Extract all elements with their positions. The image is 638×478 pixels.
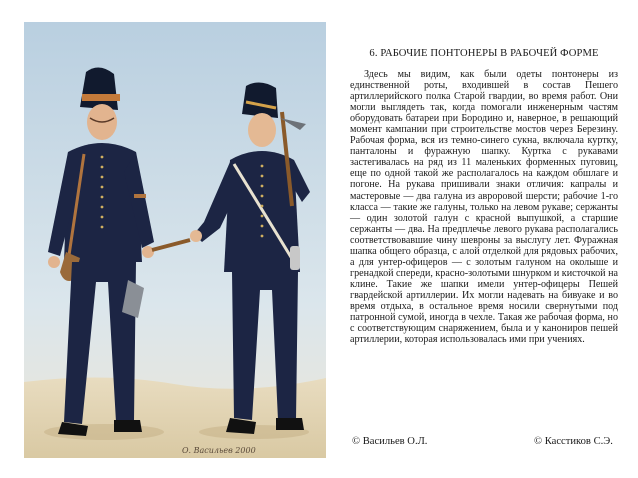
artist-signature: О. Васильев 2000: [182, 446, 256, 455]
illustrator-credit: © Васильев О.Л.: [352, 436, 428, 447]
plate-title: 6. РАБОЧИЕ ПОНТОНЕРЫ В РАБОЧЕЙ ФОРМЕ: [369, 48, 599, 59]
author-credit: © Касстиков С.Э.: [534, 436, 613, 447]
description-text: Здесь мы видим, как были одеты понтонеры из единственной роты, входившей в состав Пешего артиллерийского полка Старой гвардии, во время работ. Они могли выглядеть так, когда помогали инженерным частям оборудовать батареи при Бородино и, наверное, в решающий момент кампании при строительстве мостов через Березину. Рабочая форма, вся из темно-синего сукна, включала куртку, панталоны и фуражную шапку. Куртка с рукавами застегивалась на ряд из 11 маленьких форменных пуговиц, еще по одной такой же располагалось на каждом обшлаге и погоне. На рукава пришивали знаки отличия: капралы и мастеровые — два галуна из авроровой шерсти; рабочие 1-го класса — такие же галуны, только на левом рукаве; сержанты — один золотой галун с красной выпушкой, а старшие сержанты — два. На предплечье левого рукава располагались соответствовавшие чину шевроны за выслугу лет. Фуражная шапка общего образца, с алой отделкой для рядовых рабочих, а для унтер-офицеров — с золотым галуном на околыше и гренадкой спереди, красно-золотыми шнурком и кисточкой на клине. Такие же шапки имели унтер-офицеры Пешей гвардейской артиллерии. Их могли надевать на бивуаке и во время отдыха, в остальное время носили свернутыми под патронной сумой, иногда в чехле. Такая же рабочая форма, но с соответствующим снаряжением, была и у канониров пешей артиллерии, которая использовалась ими при учениях.: [350, 69, 618, 346]
illustration-artwork: [24, 22, 326, 458]
uniform-illustration: [24, 22, 326, 458]
